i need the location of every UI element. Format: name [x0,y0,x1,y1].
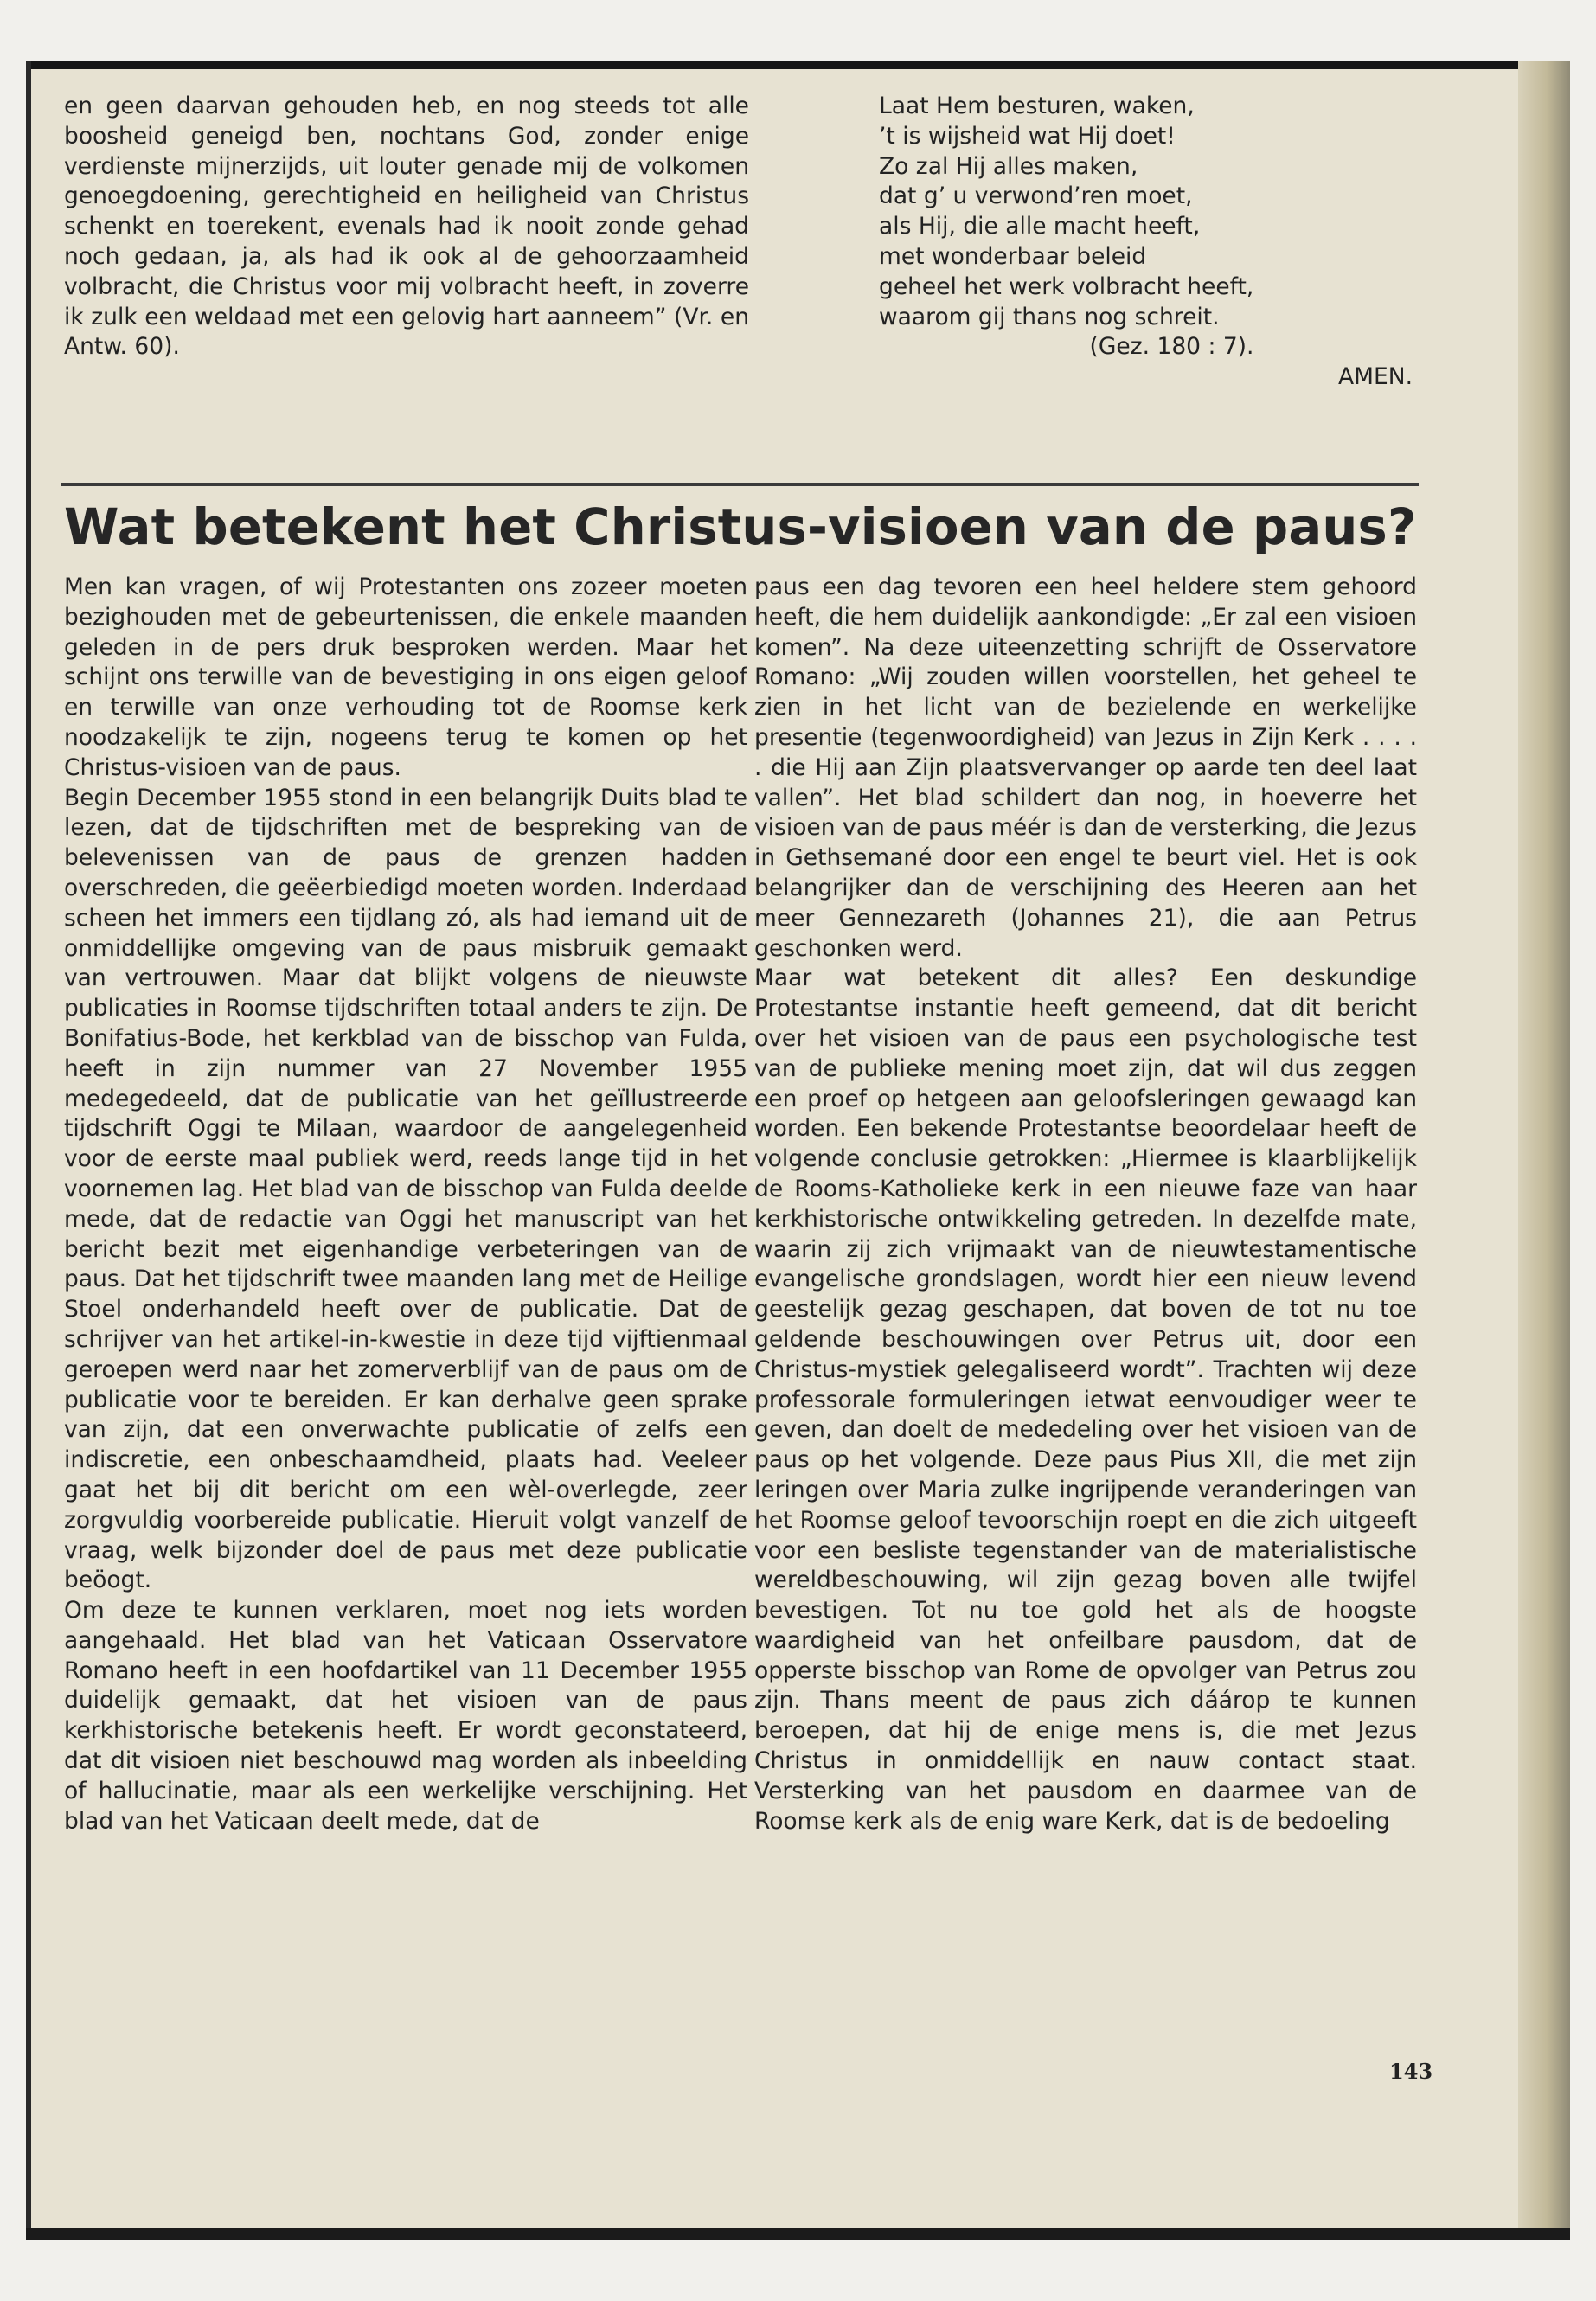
article-paragraph: Maar wat betekent dit alles? Een deskundige Protestantse instantie heeft gemeend, dat dit bericht over het visioen van de paus een psychologische test van de publieke mening moet zijn, dat wil dus zeggen een proef op hetgeen aan geloofsleringen gewaagd kan worden. Een bekende Protestantse beoordelaar heeft de volgende conclusie getrokken: „Hiermee is klaarblijkelijk de Rooms-Katholieke kerk in een nieuwe faze van haar kerkhistorische ontwikkeling getreden. In dezelfde mate, waarin zij zich vrijmaakt van de nieuwtestamentische evangelische grondslagen, wordt hier een nieuw levend geestelijk gezag geschapen, dat boven de tot nu toe geldende beschouwingen over Petrus uit, door een Christus-mystiek gelegaliseerd wordt”. Trachten wij deze professorale formuleringen ietwat eenvoudiger weer te geven, dan doelt de mededeling over het visioen van de paus op het volgende. Deze paus Pius XII, die met zijn leringen over Maria zulke ingrijpende veranderingen van het Roomse geloof tevoorschijn roept en die zich uitgeeft voor een besliste tegenstander van de materialistische wereldbeschouwing, wil zijn gezag boven alle twijfel bevestigen. Tot nu toe gold het als de hoogste waardigheid van het onfeilbare pausdom, dat de opperste bisschop van Rome de opvolger van Petrus zou zijn. Thans meent de paus zich dáárop te kunnen beroepen, dat hij de enige mens is, die met Jezus Christus in onmiddellijk en nauw contact staat. Versterking van het pausdom en daarmee van de Roomse kerk als de enig ware Kerk, dat is de bedoeling [754,965,1417,1835]
section-divider [61,483,1419,486]
page-left-edge [26,61,31,2240]
hymn-line: met wonderbaar beleid [879,242,1147,270]
hymn-line: Laat Hem besturen, waken, [879,93,1195,119]
continued-paragraph: en geen daarvan gehouden heb, en nog steeds tot alle boosheid geneigd ben, nochtans God, zonder enige verdienste mijnerzijds, uit louter genade mij de volkomen genoegdoening, gerechtigheid en heiligheid van Christus schenkt en toerekent, evenals had ik nooit zonde gehad noch gedaan, ja, als had ik ook al de gehoorzaamheid volbracht, die Christus voor mij volbracht heeft, in zoverre ik zulk een weldaad met een gelovig hart aanneem” (Vr. en Antw. 60). [64,93,749,361]
hymn-line: waarom gij thans nog schreit. [879,303,1220,330]
article-title: Wat betekent het Christus-visioen van de paus? [64,498,1417,556]
hymn-line: dat g’ u verwond’ren moet, [879,183,1193,210]
page-number: 143 [1389,2059,1433,2084]
page-top-edge [26,61,1570,69]
hymn-line: als Hij, die alle macht heeft, [879,213,1201,240]
continued-text-column [64,92,749,490]
hymn-line: Zo zal Hij alles maken, [879,152,1138,180]
hymn-line: ’t is wijsheid wat Hij doet! [879,122,1176,150]
closing-amen: AMEN. [1338,363,1413,391]
article-left-column [64,573,747,2086]
page-bottom-edge [26,2228,1570,2240]
article-paragraph: paus een dag tevoren een heel heldere stem gehoord heeft, die hem duidelijk aankondigde: „Er zal een visioen komen”. Na deze uiteenzetting schrijft de Osservatore Romano: „Wij zouden willen voorstellen, het geheel te zien in het licht van de bezielende en werkelijke presentie (tegenwoordigheid) van Jezus in Zijn Kerk . . . . . die Hij aan Zijn plaatsvervanger op aarde ten deel laat vallen”. Het blad schildert dan nog, in hoeverre het visioen van de paus méér is dan de versterking, die Jezus in Gethsemané door een engel te beurt viel. Het is ook belangrijker dan de verschijning des Heeren aan het meer Gennezareth (Johannes 21), die aan Petrus geschonken werd. [754,574,1417,962]
article-paragraph: Begin December 1955 stond in een belangrijk Duits blad te lezen, dat de tijdschriften met de bespreking van de belevenissen van de paus de grenzen hadden overschreden, die geëerbiedigd moeten worden. Inderdaad scheen het immers een tijdlang zó, als had iemand uit de onmiddellijke omgeving van de paus misbruik gemaakt van vertrouwen. Maar dat blijkt volgens de nieuwste publicaties in Roomse tijdschriften totaal anders te zijn. De Bonifatius-Bode, het kerkblad van de bisschop van Fulda, heeft in zijn nummer van 27 November 1955 medegedeeld, dat de publicatie van het geïllustreerde tijdschrift Oggi te Milaan, waardoor de aangelegenheid voor de eerste maal publiek werd, reeds lange tijd in het voornemen lag. Het blad van de bisschop van Fulda deelde mede, dat de redactie van Oggi het manuscript van het bericht bezit met eigenhandige verbeteringen van de paus. Dat het tijdschrift twee maanden lang met de Heilige Stoel onderhandeld heeft over de publicatie. Dat de schrijver van het artikel-in-kwestie in deze tijd vijftienmaal geroepen werd naar het zomerverblijf van de paus om de publicatie voor te bereiden. Er kan derhalve geen sprake van zijn, dat een onverwachte publicatie of zelfs een indiscretie, een onbeschaamdheid, plaats had. Veeleer gaat het bij dit bericht om een wèl-overlegde, zeer zorgvuldig voorbereide publicatie. Hieruit volgt vanzelf de vraag, welk bijzonder doel de paus met deze publicatie beöogt. [64,784,747,1594]
hymn-verse [879,92,1413,490]
hymn-line: geheel het werk volbracht heeft, [879,272,1254,300]
hymn-reference: (Gez. 180 : 7). [1089,333,1254,361]
article-paragraph: Men kan vragen, of wij Protestanten ons zozeer moeten bezighouden met de gebeurtenissen, die enkele maanden geleden in de pers druk besproken werden. Maar het schijnt ons terwille van de bevestiging in ons eigen geloof en terwille van onze verhouding tot de Roomse kerk noodzakelijk te zijn, nogeens terug te komen op het Christus-visioen van de paus. [64,574,747,781]
binding-edge [1518,61,1570,2240]
article-paragraph: Om deze te kunnen verklaren, moet nog iets worden aangehaald. Het blad van het Vaticaan Osservatore Romano heeft in een hoofdartikel van 11 December 1955 duidelijk gemaakt, dat het visioen van de paus kerkhistorische betekenis heeft. Er wordt geconstateerd, dat dit visioen niet beschouwd mag worden als inbeelding of hallucinatie, maar als een werkelijke verschijning. Het blad van het Vaticaan deelt mede, dat de [64,1597,747,1835]
article-right-column [754,573,1417,2043]
